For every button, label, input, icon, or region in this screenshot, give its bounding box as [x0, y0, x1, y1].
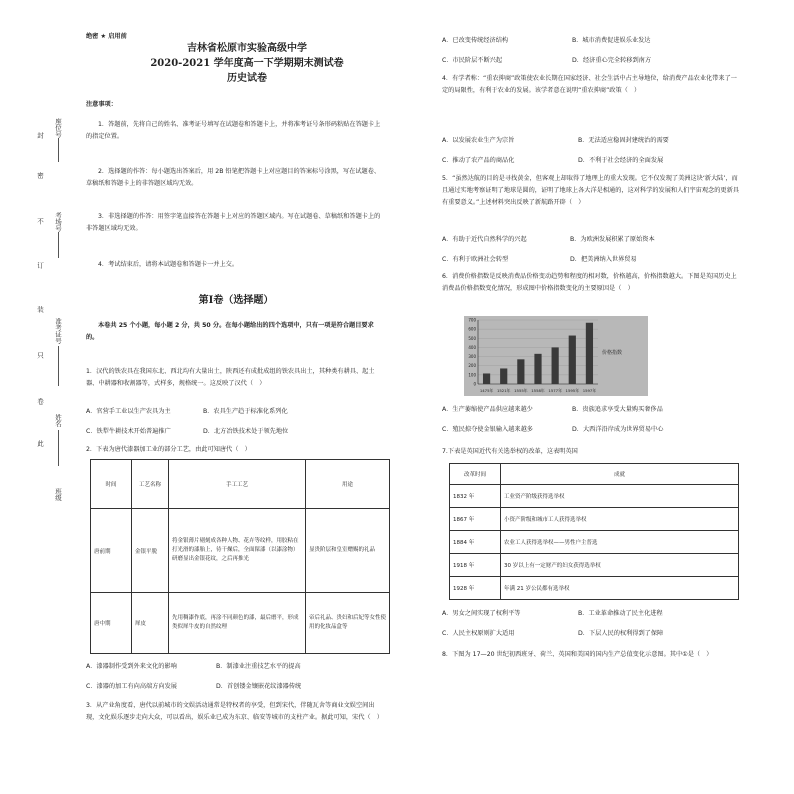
- table-cell: 1918 年: [450, 554, 501, 577]
- y-tick-label: 600: [468, 326, 476, 332]
- x-tick-label: 1555年: [514, 388, 528, 393]
- chart-bar: [517, 359, 524, 384]
- seat-number-label: 座位号: [54, 118, 62, 138]
- table-cell: 显贵阶层和皇室赠赐的礼品: [306, 509, 390, 593]
- secret-mark: 绝密 ★ 启用前: [86, 33, 127, 40]
- table-cell: 先用稠漆作底，再涂不同颜色的漆，最后磨平，形成类似犀牛皮的自然纹理: [169, 593, 306, 654]
- question-5-stem: 5．“虽然达航的目的是寻找黄金，但客观上却取得了地理上的重大发现。它不仅发现了美洲这块‘新大陆’，而且通过实地考察证明了地球是圆的，证明了地球上各大洋是相通的，这对科学的发展和人们宇宙观念的更新具有重要意义。”上述材料突出反映了新航路开辟（ ）: [442, 175, 739, 206]
- margin-char: 密: [36, 172, 44, 179]
- y-tick-label: 400: [468, 344, 476, 350]
- margin-char: 卷: [36, 398, 44, 405]
- table-row: [450, 485, 739, 508]
- table-row: [450, 577, 739, 600]
- margin-char: 封: [36, 132, 44, 139]
- x-tick-label: 1475年: [479, 388, 494, 393]
- exam-subject: 历史试卷: [227, 73, 267, 84]
- margin-char: 只: [36, 352, 44, 359]
- question-6-option-b: B．贵族追求享受大量购买奢侈品: [572, 406, 663, 413]
- table-header: 用途: [306, 460, 390, 509]
- question-6-option-d: D．大西洋沿岸成为世界贸易中心: [572, 426, 664, 433]
- exam-room-label: 考场号: [54, 212, 62, 232]
- table-row: [450, 531, 739, 554]
- exam-room-line: [58, 232, 59, 258]
- question-3-option-b: B．城市消费促进娱乐业发达: [572, 37, 651, 44]
- margin-char: 不: [36, 218, 44, 225]
- note-item: 1．答题前，先将自己的姓名、准考证号填写在试题卷和答题卡上，并将准考证号条形码粘贴在答题卡上的指定位置。: [86, 121, 381, 140]
- question-1-option-a: A．官营手工业以生产农具为主: [86, 408, 171, 415]
- table-cell: 将金银薄片剔刻成各种人物、花卉等纹样，用胶粘在打光滑的漆胎上，待干燥后，全面髹漆（以漆涂物）研磨显出金银花纹，之后再推光: [169, 509, 306, 593]
- table-row: [91, 509, 390, 593]
- school-name: 吉林省松原市实验高级中学: [187, 43, 307, 54]
- table-cell: 1832 年: [450, 485, 501, 508]
- table-header: 成就: [501, 464, 739, 485]
- question-5-option-d: D．把美洲纳入世界贸易: [570, 256, 637, 263]
- question-2-option-b: B．制漆业注重技艺水平的提高: [216, 663, 301, 670]
- table-row: [91, 593, 390, 654]
- table-row: [450, 554, 739, 577]
- x-tick-label: 1521年: [496, 388, 511, 393]
- question-3-option-d: D．经济重心完全转移到南方: [572, 57, 652, 64]
- question-6-stem: 6．消费价格指数是反映消费品价格变动趋势和程度的相对数，价格越高，价格指数越大。下图是英国历史上消费品价格指数变化情况，形成图中价格指数变化的主要原因是（ ）: [442, 273, 737, 292]
- y-tick-label: 0: [473, 381, 476, 387]
- table-header: 时间: [91, 460, 132, 509]
- admission-number-line: [58, 346, 59, 386]
- price-index-chart: [464, 316, 648, 396]
- table-cell: 唐中期: [91, 593, 132, 654]
- x-tick-label: 1558年: [531, 388, 545, 393]
- question-2-option-d: D．首创镂金镶嵌花纹漆器传统: [216, 683, 302, 690]
- table-cell: 犀皮: [132, 593, 169, 654]
- chart-bar: [552, 347, 559, 384]
- question-7-option-c: C．人民主权原则扩大适用: [442, 630, 515, 637]
- table-cell: 1884 年: [450, 531, 501, 554]
- chart-bar: [534, 354, 541, 384]
- exam-term: 2020-2021 学年度高一下学期期末测试卷: [150, 58, 344, 69]
- name-label: 姓名: [54, 414, 62, 427]
- notes-title: 注意事项：: [86, 101, 117, 108]
- question-3-option-a: A．已改变传统经济结构: [442, 37, 509, 44]
- table-cell: 唐前期: [91, 509, 132, 593]
- question-7-stem: 7.下表是英国近代有关选举权的改革，这表明英国: [442, 448, 578, 455]
- question-4-stem: 4．有学者称：“重农抑商”政策使农业长期在国家经济、社会生活中占主导地位，给消费产品农业化带来了一定的局限性，有利于农业的发展。该学者意在说明“重农抑商”政策（ ）: [442, 75, 737, 94]
- question-8-stem: 8．下图为 17—20 世纪初西班牙、荷兰、英国和美国的国内生产总值变化示意图。其中①是（ ）: [442, 651, 713, 658]
- question-6-option-c: C．殖民掠夺使金银输入越来越多: [442, 426, 533, 433]
- question-1-option-d: D．北方冶铁技术处于领先地位: [203, 428, 289, 435]
- margin-char: 订: [36, 262, 44, 269]
- y-tick-label: 500: [468, 335, 476, 341]
- question-2-option-a: A．漆器制作受到外来文化的影响: [86, 663, 177, 670]
- question-7-option-b: B．工业革命推动了民主化进程: [578, 610, 663, 617]
- note-item: 3．非选择题的作答：用签字笔直接答在答题卡上对应的答题区域内。写在试题卷、草稿纸和答题卡上的非答题区域均无效。: [86, 213, 381, 232]
- seat-number-line: [58, 138, 59, 162]
- table-cell: 工业资产阶级获得选举权: [501, 485, 739, 508]
- chart-legend-label: 价格指数: [602, 350, 623, 356]
- y-tick-label: 200: [468, 363, 476, 369]
- margin-char: 装: [36, 306, 44, 313]
- table-cell: 帝后礼品、贵妇和后妃等女性使用的化妆品盒等: [306, 593, 390, 654]
- question-3-stem: 3．从产业角度看，唐代以前城市的文娱活动通常是特权者的享受，但到宋代，伴随瓦舍等商业文娱空间出现，文化娱乐逐步走向大众，可以看出，娱乐业已成为东京、临安等城市的支柱产业。据此可知，宋代（ ）: [86, 702, 383, 721]
- question-4-option-d: D．不利于社会经济的全面发展: [578, 157, 664, 164]
- section-title: 第Ⅰ卷（选择题）: [198, 295, 274, 306]
- question-1-stem: 1．汉代的铁农具在我国东北、西北均有大量出土，陕西还有成批成组的铁农具出土，其种类有耕具、起土器、中耕器和收割器等，式样多，规格统一。这反映了汉代（ ）: [86, 368, 375, 387]
- question-6-option-a: A．生产萎缩使产品供应越来越少: [442, 406, 533, 413]
- question-2-option-c: C．漆器的加工有向高端方向发展: [86, 683, 177, 690]
- chart-bar: [569, 336, 576, 384]
- y-tick-label: 300: [468, 354, 476, 360]
- question-1-option-b: B．农具生产趋于标准化系列化: [203, 408, 288, 415]
- class-label: 班级: [54, 488, 62, 501]
- table-cell: 农业工人获得选举权——男性户主普选: [501, 531, 739, 554]
- chart-bar: [586, 323, 593, 384]
- question-2-table: [90, 459, 390, 654]
- name-line: [58, 430, 59, 466]
- question-4-option-b: B．无法适应稳固封建统治的需要: [578, 137, 669, 144]
- margin-char: 此: [36, 440, 44, 447]
- question-5-option-c: C．有利于欧洲社会转型: [442, 256, 509, 263]
- question-2-stem: 2．下表为唐代漆器加工业的部分工艺，由此可知唐代（ ）: [86, 446, 251, 453]
- section-intro: 本卷共 25 个小题，每小题 2 分，共 50 分。在每小题给出的四个选项中，只有一项是符合题目要求的。: [86, 322, 374, 341]
- question-4-option-a: A．以发展农业生产为宗旨: [442, 137, 515, 144]
- table-header: 手工工艺: [169, 460, 306, 509]
- table-cell: 小资产阶级和城市工人获得选举权: [501, 508, 739, 531]
- question-7-table: [449, 463, 739, 600]
- question-7-option-d: D．下层人民的权利得到了保障: [578, 630, 664, 637]
- table-cell: 年满 21 岁公民都有选举权: [501, 577, 739, 600]
- note-item: 4．考试结束后，请将本试题卷和答题卡一并上交。: [98, 261, 239, 268]
- table-cell: 30 岁以上有一定财产的妇女获得选举权: [501, 554, 739, 577]
- admission-number-label: 准考证号: [54, 318, 62, 344]
- table-cell: 1928 年: [450, 577, 501, 600]
- table-cell: 金银平脱: [132, 509, 169, 593]
- question-7-option-a: A．男女之间实现了权利平等: [442, 610, 521, 617]
- x-tick-label: 1595年: [565, 388, 580, 393]
- question-5-option-b: B．为欧洲发展积累了原始资本: [570, 236, 655, 243]
- note-item: 2．选择题的作答：每小题选出答案后，用 2B 铅笔把答题卡上对应题目的答案标号涂黑，写在试题卷、草稿纸和答题卡上的非答题区域均无效。: [86, 168, 381, 187]
- question-3-option-c: C．市民阶层不断兴起: [442, 57, 503, 64]
- x-tick-label: 1597年: [582, 388, 597, 393]
- table-row: [450, 508, 739, 531]
- chart-bar: [483, 373, 490, 384]
- y-tick-label: 700: [468, 317, 476, 323]
- table-header: 改革时间: [450, 464, 501, 485]
- x-tick-label: 1577年: [548, 388, 562, 393]
- question-1-option-c: C．铁犁牛耕技术开始普遍推广: [86, 428, 171, 435]
- table-cell: 1867 年: [450, 508, 501, 531]
- chart-bar: [500, 368, 507, 384]
- question-4-option-c: C．推动了农产品的商品化: [442, 157, 515, 164]
- table-header: 工艺名称: [132, 460, 169, 509]
- y-tick-label: 100: [468, 372, 476, 378]
- question-5-option-a: A．有助于近代自然科学的兴起: [442, 236, 527, 243]
